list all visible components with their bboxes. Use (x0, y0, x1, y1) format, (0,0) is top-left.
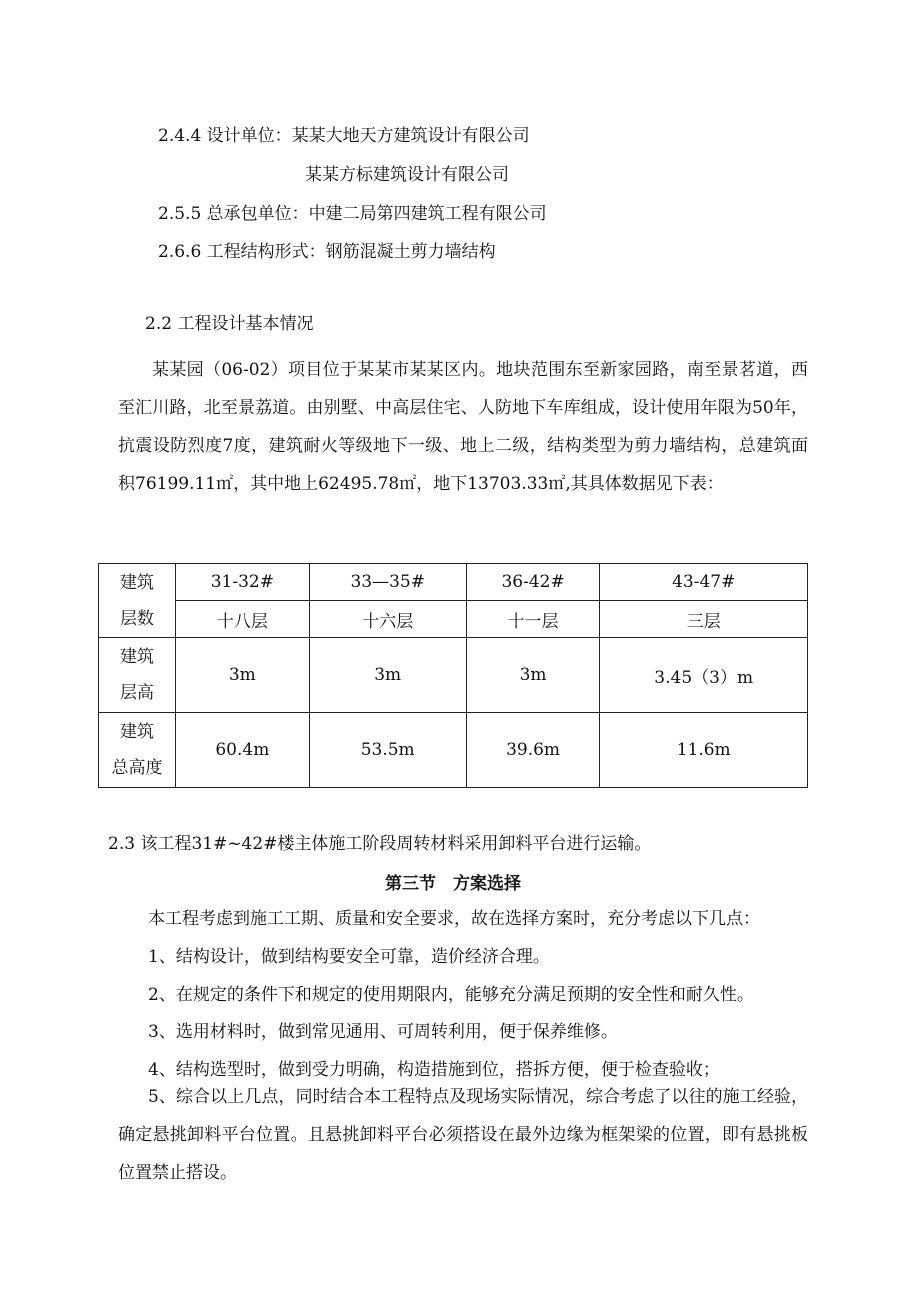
row-header-height (99, 638, 176, 713)
section-22-title: 2.2 工程设计基本情况 (145, 314, 314, 334)
table-row-floors (99, 601, 808, 638)
row-header-total-line-2: 总高度 (111, 758, 163, 778)
project-description-paragraph (118, 351, 808, 503)
floor-height-cell-1: 3m (176, 638, 310, 713)
design-unit-value-1: 某某大地天方建筑设计有限公司 (291, 126, 530, 146)
building-cell-2: 33—35# (309, 564, 466, 601)
table-row-total-height (99, 713, 808, 788)
project-description-text: 某某园（06-02）项目位于某某市某某区内。地块范围东至新家园路，南至景茗道，西至汇川路，北至景荔道。由别墅、中高层住宅、人防地下车库组成，设计使用年限为50年，抗震设防烈度7度，建筑耐火等级地下一级、地上二级，结构类型为剪力墙结构，总建筑面积76199.11㎡，其中地上62495.78㎡，地下13703.33㎡,其具体数据见下表： (118, 360, 808, 494)
building-cell-4: 43-47# (600, 564, 808, 601)
scheme-intro-line: 本工程考虑到施工工期、质量和安全要求，故在选择方案时，充分考虑以下几点： (148, 909, 760, 929)
design-unit-label: 2.4.4 设计单位： (158, 126, 292, 146)
row-header-floors (99, 564, 176, 638)
scheme-point-3: 3、选用材料时，做到常见通用、可周转利用，便于保养维修。 (148, 1022, 618, 1042)
floor-height-cell-3: 3m (466, 638, 600, 713)
scheme-point-5-text: 5、综合以上几点，同时结合本工程特点及现场实际情况，综合考虑了以往的施工经验，确定悬挑卸料平台位置。且悬挑卸料平台必须搭设在最外边缘为框架梁的位置，即有悬挑板位置禁止搭设。 (118, 1087, 808, 1183)
row-header-height-line-2: 层高 (120, 683, 154, 703)
design-unit-line (158, 124, 530, 148)
total-height-cell-2: 53.5m (309, 713, 466, 788)
row-header-total-line-1: 建筑 (120, 722, 154, 742)
total-height-cell-4: 11.6m (600, 713, 808, 788)
building-cell-3: 36-42# (466, 564, 600, 601)
row-header-floors-line-2: 层数 (120, 608, 154, 629)
row-header-height-line-1: 建筑 (120, 647, 154, 667)
scheme-point-1: 1、结构设计，做到结构要安全可靠，造价经济合理。 (148, 947, 550, 967)
general-contractor-line: 2.5.5 总承包单位：中建二局第四建筑工程有限公司 (158, 204, 547, 224)
scheme-point-4: 4、结构选型时，做到受力明确，构造措施到位，搭拆方便，便于检查验收； (148, 1060, 720, 1080)
row-header-floors-line-1: 建筑 (120, 572, 154, 593)
total-height-cell-1: 60.4m (176, 713, 310, 788)
floor-height-cell-2: 3m (309, 638, 466, 713)
table-row-floor-height (99, 638, 808, 713)
section-3-heading: 第三节 方案选择 (385, 874, 521, 894)
floors-cell-3: 十一层 (466, 601, 600, 638)
total-height-cell-3: 39.6m (466, 713, 600, 788)
row-header-total (99, 713, 176, 788)
floors-cell-1: 十八层 (176, 601, 310, 638)
building-cell-1: 31-32# (176, 564, 310, 601)
floors-cell-2: 十六层 (309, 601, 466, 638)
floor-height-cell-4: 3.45（3）m (600, 638, 808, 713)
floors-cell-4: 三层 (600, 601, 808, 638)
section-23-line: 2.3 该工程31#~42#楼主体施工阶段周转材料采用卸料平台进行运输。 (108, 834, 652, 854)
table-row-buildings (99, 564, 808, 601)
structure-form-line: 2.6.6 工程结构形式：钢筋混凝土剪力墙结构 (158, 242, 496, 262)
scheme-point-5-paragraph (118, 1078, 808, 1192)
building-data-table (98, 563, 808, 788)
scheme-point-2: 2、在规定的条件下和规定的使用期限内，能够充分满足预期的安全性和耐久性。 (148, 985, 754, 1005)
design-unit-value-2: 某某方标建筑设计有限公司 (305, 165, 509, 185)
